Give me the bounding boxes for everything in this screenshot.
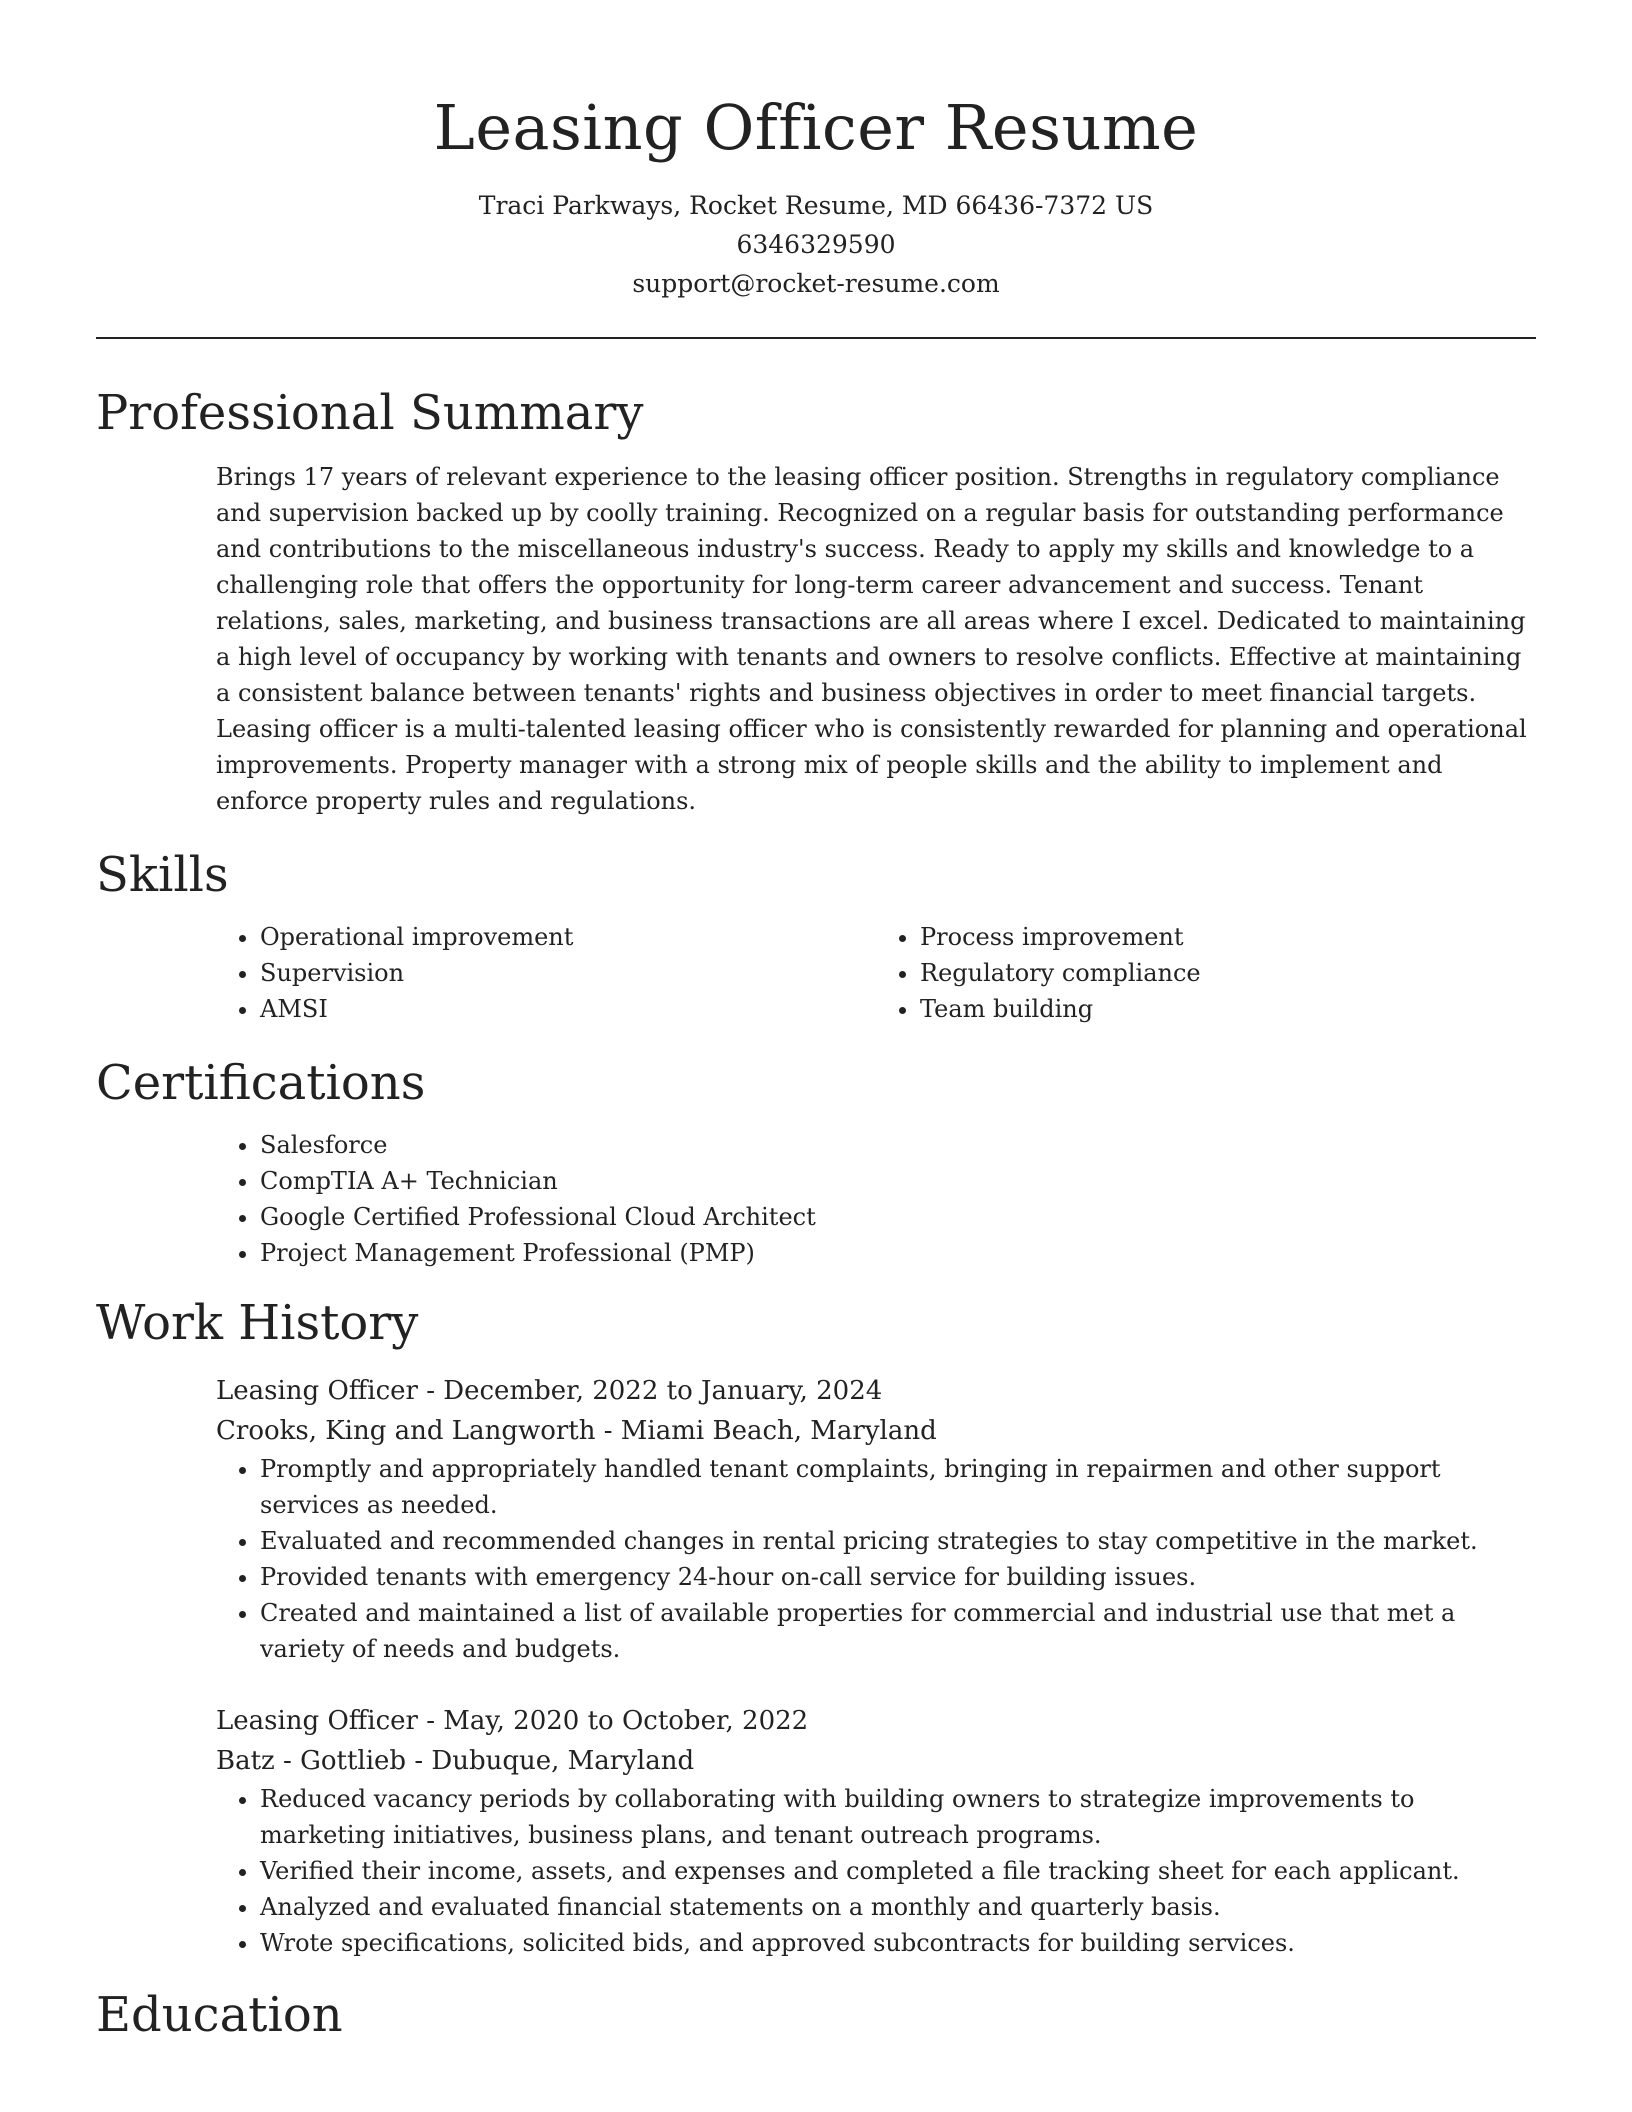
- certifications-section: [96, 1127, 1536, 1271]
- skills-column-right: [876, 919, 1536, 1027]
- job-bullet: • Wrote specifications, solicited bids, and approved subcontracts for building services.: [260, 1925, 1536, 1961]
- contact-email: support@rocket-resume.com: [632, 269, 1000, 298]
- job-bullet: • Reduced vacancy periods by collaborating with building owners to strategize improvements to marketing initiatives, business plans, and tenant outreach programs.: [260, 1781, 1536, 1853]
- job-bullet: • Evaluated and recommended changes in rental pricing strategies to stay competitive in the market.: [260, 1523, 1536, 1559]
- job-bullet: • Verified their income, assets, and expenses and completed a file tracking sheet for each applicant.: [260, 1853, 1536, 1889]
- contact-info: [96, 186, 1536, 303]
- skill-item: • AMSI: [260, 991, 876, 1027]
- work-history-section: [96, 1371, 1536, 1961]
- certification-item: • Project Management Professional (PMP): [260, 1235, 1536, 1271]
- certifications-list: [216, 1127, 1536, 1271]
- skill-item: • Regulatory compliance: [920, 955, 1536, 991]
- skills-heading: Skills: [96, 847, 229, 903]
- job-entry: [216, 1371, 1536, 1667]
- skills-list-left: [216, 919, 876, 1027]
- job-bullet: • Analyzed and evaluated financial statements on a monthly and quarterly basis.: [260, 1889, 1536, 1925]
- skills-section: [96, 919, 1536, 1027]
- skill-item: • Operational improvement: [260, 919, 876, 955]
- summary-section: [96, 459, 1536, 819]
- job-bullets: [216, 1451, 1536, 1667]
- skill-item: • Process improvement: [920, 919, 1536, 955]
- job-company-line: Crooks, King and Langworth - Miami Beach, Maryland: [216, 1416, 937, 1446]
- certifications-heading: Certifications: [96, 1055, 426, 1111]
- contact-address: Traci Parkways, Rocket Resume, MD 66436-7372 US: [478, 191, 1154, 220]
- header-divider: [96, 337, 1536, 339]
- certification-item: • CompTIA A+ Technician: [260, 1163, 1536, 1199]
- job-company-line: Batz - Gottlieb - Dubuque, Maryland: [216, 1746, 695, 1776]
- education-heading: Education: [96, 1987, 343, 2043]
- summary-heading: Professional Summary: [96, 385, 644, 441]
- resume-header: [96, 0, 1536, 303]
- job-bullet: • Promptly and appropriately handled tenant complaints, bringing in repairmen and other support services as needed.: [260, 1451, 1536, 1523]
- certification-item: • Salesforce: [260, 1127, 1536, 1163]
- skills-list-right: [876, 919, 1536, 1027]
- work-history-heading: Work History: [96, 1295, 419, 1351]
- skill-item: • Supervision: [260, 955, 876, 991]
- job-bullet: • Created and maintained a list of available properties for commercial and industrial use that met a variety of needs and budgets.: [260, 1595, 1536, 1667]
- job-bullets: [216, 1781, 1536, 1961]
- skill-item: • Team building: [920, 991, 1536, 1027]
- contact-phone: 6346329590: [736, 230, 896, 259]
- job-bullet: • Provided tenants with emergency 24-hour on-call service for building issues.: [260, 1559, 1536, 1595]
- skills-column-left: [216, 919, 876, 1027]
- resume-title: Leasing Officer Resume: [433, 91, 1199, 164]
- job-title-line: Leasing Officer - May, 2020 to October, 2022: [216, 1706, 809, 1736]
- summary-text: Brings 17 years of relevant experience to the leasing officer position. Strengths in regulatory compliance and supervision backed up by coolly training. Recognized on a regular basis for outstanding performance and contributions to the miscellaneous industry's success. Ready to apply my skills and knowledge to a challenging role that offers the opportunity for long-term career advancement and success. Tenant relations, sales, marketing, and business transactions are all areas where I excel. Dedicated to maintaining a high level of occupancy by working with tenants and owners to resolve conflicts. Effective at maintaining a consistent balance between tenants' rights and business objectives in order to meet financial targets. Leasing officer is a multi-talented leasing officer who is consistently rewarded for planning and operational improvements. Property manager with a strong mix of people skills and the ability to implement and enforce property rules and regulations.: [216, 463, 1527, 815]
- job-title-line: Leasing Officer - December, 2022 to January, 2024: [216, 1376, 883, 1406]
- job-entry: [216, 1701, 1536, 1961]
- skills-columns: [216, 919, 1536, 1027]
- certification-item: • Google Certified Professional Cloud Architect: [260, 1199, 1536, 1235]
